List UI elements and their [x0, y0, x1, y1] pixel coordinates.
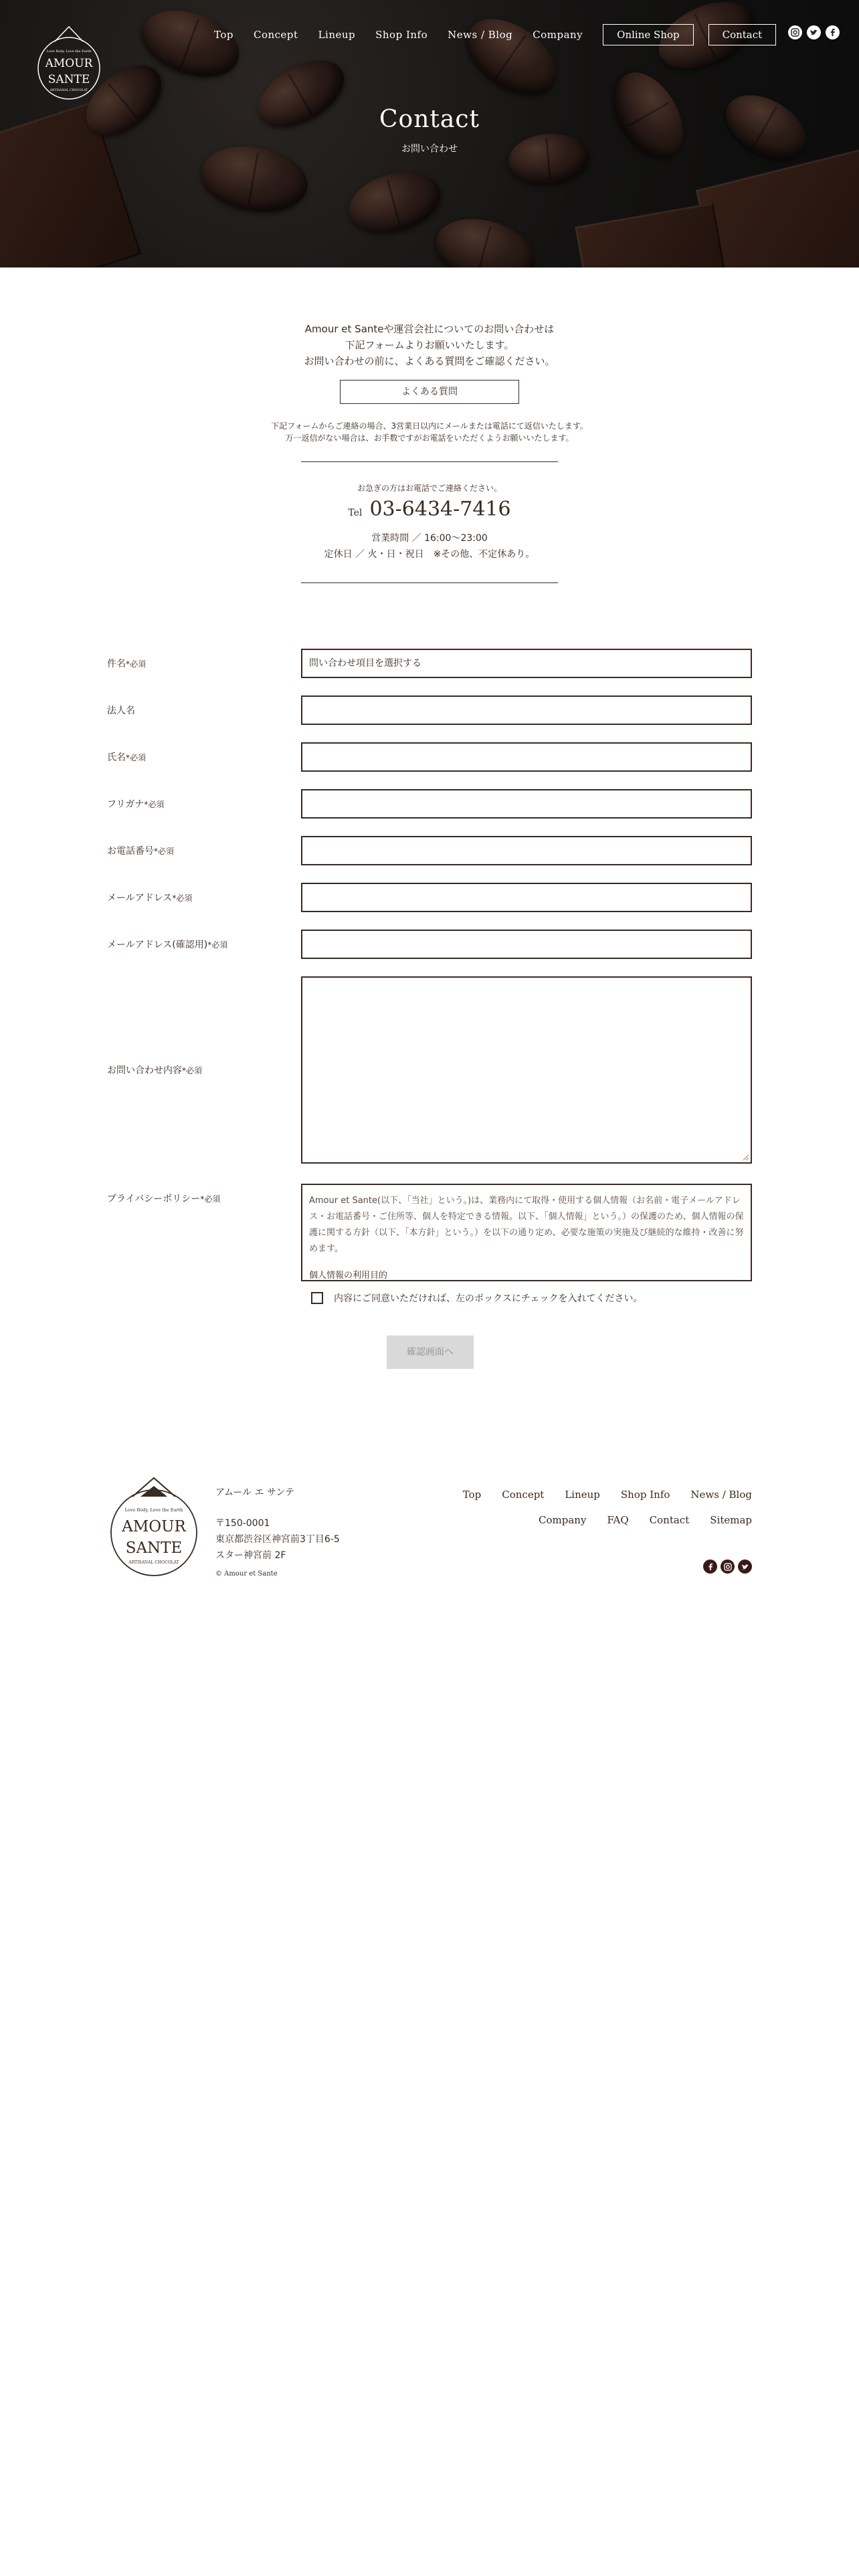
required-mark: *必須 [200, 1194, 221, 1204]
footer-address-2: スター神宮前 2F [215, 1550, 286, 1561]
footer-social [703, 1560, 752, 1574]
required-mark: *必須 [154, 847, 175, 856]
email-input[interactable] [301, 883, 752, 912]
confirm-button[interactable]: 確認画面へ [387, 1335, 474, 1369]
required-mark: *必須 [126, 753, 147, 762]
divider [301, 582, 558, 583]
kana-input[interactable] [301, 789, 752, 819]
email-label-text: メールアドレス [107, 893, 173, 903]
company-label: 法人名 [107, 706, 135, 716]
phone-input[interactable] [301, 836, 752, 865]
nav-link-concept[interactable]: Concept [253, 29, 298, 41]
footer-link-sitemap[interactable]: Sitemap [710, 1514, 752, 1526]
logo-main-text-1: AMOUR [45, 57, 93, 70]
footer-link-company[interactable]: Company [539, 1514, 587, 1526]
kana-label [107, 797, 164, 811]
subject-label-text: 件名 [107, 659, 126, 669]
privacy-policy-box[interactable] [301, 1184, 752, 1281]
site-logo[interactable] [35, 21, 103, 104]
required-mark: *必須 [144, 800, 165, 809]
resize-handle-icon[interactable] [743, 1154, 749, 1161]
tel-label: Tel [348, 508, 363, 518]
footer-info [215, 1485, 340, 1578]
privacy-label [107, 1192, 220, 1205]
kana-label-text: フリガナ [107, 799, 145, 810]
nav-link-news-blog[interactable]: News / Blog [448, 29, 513, 41]
footer-logo[interactable] [107, 1471, 201, 1584]
email-confirm-label [107, 938, 227, 951]
online-shop-button[interactable]: Online Shop [603, 24, 693, 45]
logo-bottom-text: ARTISANAL CHOCOLAT [50, 89, 88, 92]
privacy-heading: 個人情報の利用目的 [309, 1271, 388, 1281]
instagram-icon[interactable] [721, 1560, 735, 1574]
business-hours: 営業時間 ／ 16:00〜23:00 [371, 533, 488, 544]
subject-select[interactable]: 問い合わせ項目を選択する [301, 649, 752, 678]
phone-label-text: お電話番号 [107, 846, 154, 857]
facebook-icon[interactable] [703, 1560, 717, 1574]
footer-address-1: 東京都渋谷区神宮前3丁目6-5 [215, 1534, 340, 1545]
footer-link-concept[interactable]: Concept [502, 1489, 545, 1501]
footer-logo-main-2: SANTE [125, 1539, 183, 1557]
name-label-text: 氏名 [107, 752, 126, 763]
intro-line-3: お問い合わせの前に、よくある質問をご確認ください。 [304, 355, 555, 367]
message-label [107, 1063, 202, 1077]
hero [0, 0, 859, 267]
tel-block [0, 462, 859, 582]
footer-link-top[interactable]: Top [462, 1489, 482, 1501]
intro-line-2: 下記フォームよりお願いいたします。 [345, 339, 514, 351]
email-confirm-label-text: メールアドレス(確認用) [107, 940, 208, 950]
reply-note [0, 420, 859, 444]
page-subtitle: お問い合わせ [401, 144, 458, 154]
footer-postal: 〒150-0001 [215, 1518, 270, 1529]
reply-note-1: 下記フォームからご連絡の場合、3営業日以内にメールまたは電話にて返信いたします。 [271, 421, 588, 431]
footer-link-contact[interactable]: Contact [649, 1514, 690, 1526]
company-input[interactable] [301, 695, 752, 725]
faq-button[interactable]: よくある質問 [340, 380, 519, 404]
privacy-label-text: プライバシーポリシー [107, 1194, 201, 1204]
agree-row [311, 1291, 642, 1305]
main-nav [214, 24, 791, 45]
name-input[interactable] [301, 742, 752, 772]
message-textarea[interactable] [301, 976, 752, 1164]
contact-button[interactable]: Contact [708, 24, 777, 45]
message-label-text: お問い合わせ内容 [107, 1065, 182, 1076]
intro-line-1: Amour et Santeや運営会社についてのお問い合わせは [304, 323, 555, 335]
subject-label [107, 657, 146, 670]
nav-link-shop-info[interactable]: Shop Info [375, 29, 428, 41]
intro-section [0, 321, 859, 583]
twitter-icon[interactable] [738, 1560, 752, 1574]
required-mark: *必須 [207, 940, 228, 950]
page-title: Contact [379, 106, 480, 133]
footer-nav-row-2 [539, 1514, 752, 1526]
logo-top-text: Love Body, Love the Earth [46, 49, 92, 53]
footer-nav-row-1 [463, 1489, 752, 1501]
privacy-text: Amour et Sante(以下、「当社」という。)は、業務内にて取得・使用する個人情報（お名前・電子メールアドレス・お電話番号・ご住所等、個人を特定できる情報。以下、「個人情報」という。）の保護のため、個人情報の保護に関する方針（以下、「本方針」という。）を以下の通り定め、必要な施策の実施及び継続的な維持・改善に努めます。 [309, 1196, 744, 1254]
phone-label [107, 844, 174, 857]
required-mark: *必須 [172, 893, 193, 903]
header-social [788, 25, 840, 39]
logo-main-text-2: SANTE [47, 73, 90, 86]
footer-link-news-blog[interactable]: News / Blog [690, 1489, 752, 1501]
footer-logo-bottom-text: ARTISANAL CHOCOLAT [128, 1560, 179, 1565]
agree-checkbox[interactable] [311, 1292, 323, 1304]
twitter-icon[interactable] [807, 25, 821, 39]
copyright: © Amour et Sante [215, 1570, 278, 1578]
name-label [107, 750, 146, 764]
tel-number[interactable]: 03-6434-7416 [369, 498, 511, 521]
instagram-icon[interactable] [788, 25, 802, 39]
required-mark: *必須 [182, 1066, 203, 1075]
footer-link-faq[interactable]: FAQ [607, 1514, 629, 1526]
footer-shop-name: アムール エ サンテ [215, 1487, 295, 1498]
agree-text: 内容にご同意いただければ、左のボックスにチェックを入れてください。 [334, 1293, 643, 1304]
email-confirm-input[interactable] [301, 930, 752, 959]
footer-link-shop-info[interactable]: Shop Info [620, 1489, 670, 1501]
footer-logo-main-1: AMOUR [122, 1518, 186, 1535]
tel-lead: お急ぎの方はお電話でご連絡ください。 [357, 484, 502, 493]
required-mark: *必須 [126, 659, 147, 669]
email-label [107, 891, 192, 904]
footer-logo-top-text: Love Body, Love the Earth [124, 1507, 183, 1513]
footer-link-lineup[interactable]: Lineup [565, 1489, 600, 1501]
nav-link-top[interactable]: Top [214, 29, 233, 41]
closed-days: 定休日 ／ 火・日・祝日 ※その他、不定休あり。 [324, 549, 535, 560]
nav-link-lineup[interactable]: Lineup [318, 29, 356, 41]
facebook-icon[interactable] [826, 25, 840, 39]
nav-link-company[interactable]: Company [533, 29, 583, 41]
reply-note-2: 万一返信がない場合は、お手数ですがお電話をいただくようお願いいたします。 [285, 433, 574, 443]
